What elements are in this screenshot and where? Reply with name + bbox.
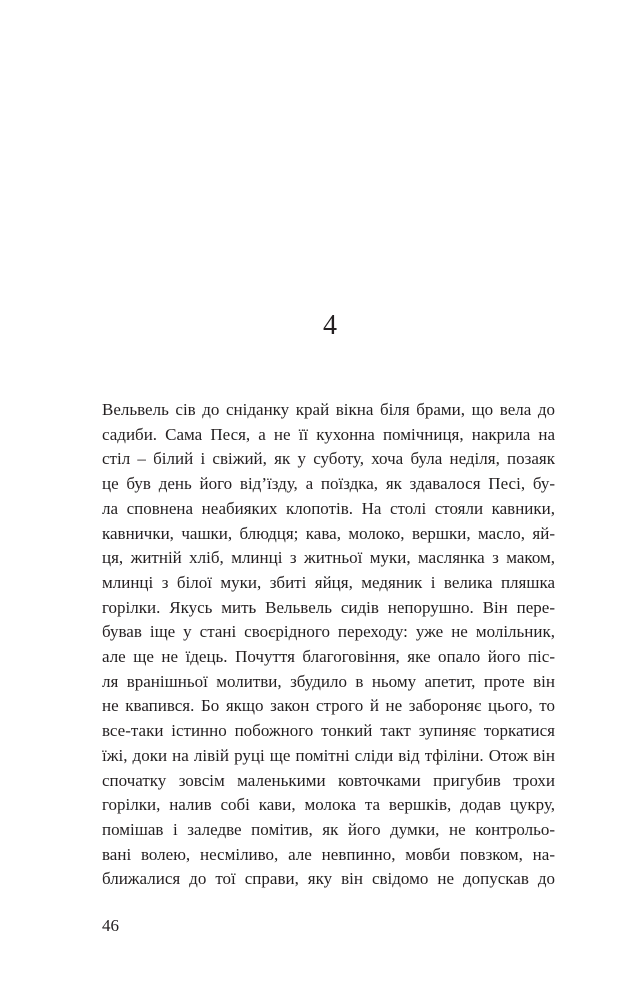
- text-line: вані волею, несміливо, але невпинно, мовби повзком, на-: [102, 844, 555, 864]
- text-line: ця, житній хліб, млинці з житньої муки, маслянка з маком,: [102, 548, 555, 568]
- text-line: все-таки істинно побожного тонкий такт зупиняє торкатися: [102, 721, 555, 741]
- text-line: але ще не їдець. Почуття благоговіння, яке опало його піс-: [102, 647, 555, 667]
- body-text: [102, 398, 555, 892]
- text-line: помішав і заледве помітив, як його думки, не контрольо-: [102, 819, 555, 839]
- text-line: млинці з білої муки, збиті яйця, медяник і велика пляшка: [102, 572, 555, 592]
- text-line: не квапився. Бо якщо закон строго й не забороняє цього, то: [102, 696, 555, 716]
- text-line: ля вранішньої молитви, збудило в ньому апетит, проте він: [102, 671, 555, 691]
- text-line: горілки. Якусь мить Вельвель сидів непорушно. Він пере-: [102, 597, 555, 617]
- text-line: ближалися до тої справи, яку він свідомо не допускав до: [102, 869, 555, 889]
- text-line: це був день його від’їзду, а поїздка, як здавалося Песі, бу-: [102, 474, 555, 494]
- text-line: Вельвель сів до сніданку край вікна біля брами, що вела до: [102, 400, 555, 419]
- text-line: кавнички, чашки, блюдця; кава, молоко, вершки, масло, яй-: [102, 523, 555, 543]
- text-line: бував іще у стані своєрідного переходу: уже не молільник,: [102, 622, 555, 642]
- text-line: ла сповнена неабияких клопотів. На столі стояли кавники,: [102, 498, 555, 518]
- text-line: горілки, налив собі кави, молока та вершків, додав цукру,: [102, 795, 555, 815]
- text-line: спочатку зовсім маленькими ковточками пригубив трохи: [102, 770, 555, 790]
- text-line: їжі, доки на лівій руці ще помітні сліди від тфіліни. Отож він: [102, 745, 555, 765]
- page-number: 46: [102, 916, 119, 935]
- text-line: садиби. Сама Песя, а не її кухонна помічниця, накрила на: [102, 424, 555, 444]
- text-line: стіл – білий і свіжий, як у суботу, хоча була неділя, позаяк: [102, 449, 555, 469]
- chapter-number: 4: [323, 310, 337, 341]
